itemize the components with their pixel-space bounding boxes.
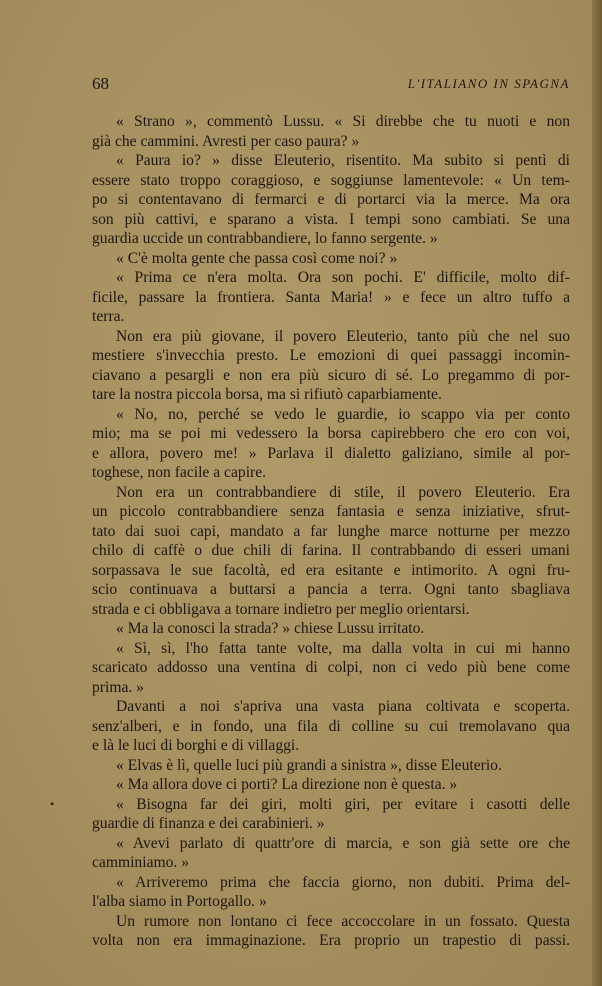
text-line: chilo di caffè o due chili di farina. Il contrabbando di esseri umani xyxy=(92,542,570,559)
text-line: mestiere s'invecchia presto. Le emozioni di quei passaggi incomin- xyxy=(92,347,570,364)
text-line: « No, no, perché se vedo le guardie, io scappo via per conto xyxy=(116,405,570,423)
text-line: « Prima ce n'era molta. Ora son pochi. E' difficile, molto dif- xyxy=(116,269,570,286)
text-line: « Bisogna far dei giri, molti giri, per evitare i casotti delle xyxy=(116,795,570,813)
text-line: e allora, povero me! » Parlava il dialetto galiziano, simile al por- xyxy=(92,444,570,462)
text-line: scaricato addosso una ventina di colpi, non ci vedo più bene come xyxy=(92,659,570,676)
text-line: scio continuava a buttarsi a pancia a terra. Ogni tanto sbagliava xyxy=(92,581,570,598)
text-line: senz'alberi, e in fondo, una fila di colline su cui tremolavano qua xyxy=(92,717,570,735)
text-line: toghese, non facile a capire. xyxy=(92,464,267,481)
page-edge xyxy=(592,0,602,986)
text-line: mio; ma se poi mi vedessero la borsa capirebbero che ero con voi, xyxy=(92,425,570,442)
text-line: volta non era immaginazione. Era proprio un trapestio di passi. xyxy=(92,932,570,949)
body-text xyxy=(92,112,570,951)
text-line: Non era più giovane, il povero Eleuterio, tanto più che nel suo xyxy=(116,327,570,345)
text-line: l'alba siamo in Portogallo. » xyxy=(92,893,267,910)
page-number: 68 xyxy=(92,74,109,93)
text-line: son più cattivi, e sparano a vista. I tempi sono cambiati. Se una xyxy=(92,210,570,228)
text-line: « Ma allora dove ci porti? La direzione non è questa. » xyxy=(116,776,458,793)
text-line: po si contentavano di fermarci e di portarci via la merce. Ma ora xyxy=(92,191,570,208)
text-line: « Arriveremo prima che faccia giorno, non dubiti. Prima del- xyxy=(116,873,570,891)
text-line: essere stato troppo coraggioso, e soggiunse lamentevole: « Un tem- xyxy=(92,171,570,189)
text-line: ciavano a pesargli e non era più sicuro di sé. Lo pregammo di por- xyxy=(92,366,570,384)
text-line: « Ma la conosci la strada? » chiese Lussu irritato. xyxy=(116,620,425,637)
margin-bullet: • xyxy=(50,797,55,811)
text-line: Davanti a noi s'apriva una vasta piana coltivata e scoperta. xyxy=(116,698,570,715)
running-title: L'ITALIANO IN SPAGNA xyxy=(407,76,570,91)
text-line: camminiamo. » xyxy=(92,854,190,871)
text-line: guardia uccide un contrabbandiere, lo fanno sergente. » xyxy=(92,230,438,247)
text-line: « Sì, sì, l'ho fatta tante volte, ma dalla volta in cui mi hanno xyxy=(116,639,570,657)
text-line: terra. xyxy=(92,308,125,325)
text-line: e là le luci di borghi e di villaggi. xyxy=(92,737,300,754)
text-line: « Paura io? » disse Eleuterio, risentito. Ma subito si pentì di xyxy=(116,152,570,169)
text-line: sorpassava le sue facoltà, ed era esitante e intimorito. A ogni fru- xyxy=(92,561,570,579)
running-head xyxy=(92,74,570,94)
text-line: un piccolo contrabbandiere senza fantasia e senza iniziative, sfrut- xyxy=(92,503,570,520)
text-line: guardie di finanza e dei carabinieri. » xyxy=(92,815,325,832)
text-line: « Avevi parlato di quattr'ore di marcia, e son già sette ore che xyxy=(116,834,570,852)
text-line: « Strano », commentò Lussu. « Si direbbe che tu nuoti e non xyxy=(116,113,570,130)
text-line: già che cammini. Avresti per caso paura? » xyxy=(92,132,360,150)
text-line: ficile, passare la frontiera. Santa Maria! » e fece un altro tuffo a xyxy=(92,288,570,306)
text-line: tato dai suoi capi, mandato a far lunghe marce notturne per mezzo xyxy=(92,522,570,540)
text-line: tare la nostra piccola borsa, ma si rifiutò caparbiamente. xyxy=(92,386,442,403)
text-line: strada e ci obbligava a tornare indietro per meglio orientarsi. xyxy=(92,600,470,618)
text-line: Non era un contrabbandiere di stile, il povero Eleuterio. Era xyxy=(116,483,570,501)
text-line: prima. » xyxy=(92,678,144,696)
text-line: Un rumore non lontano ci fece accoccolare in un fossato. Questa xyxy=(116,912,570,930)
text-line: « C'è molta gente che passa così come noi? » xyxy=(116,249,398,267)
text-line: « Elvas è lì, quelle luci più grandi a sinistra », disse Eleuterio. xyxy=(116,756,502,774)
